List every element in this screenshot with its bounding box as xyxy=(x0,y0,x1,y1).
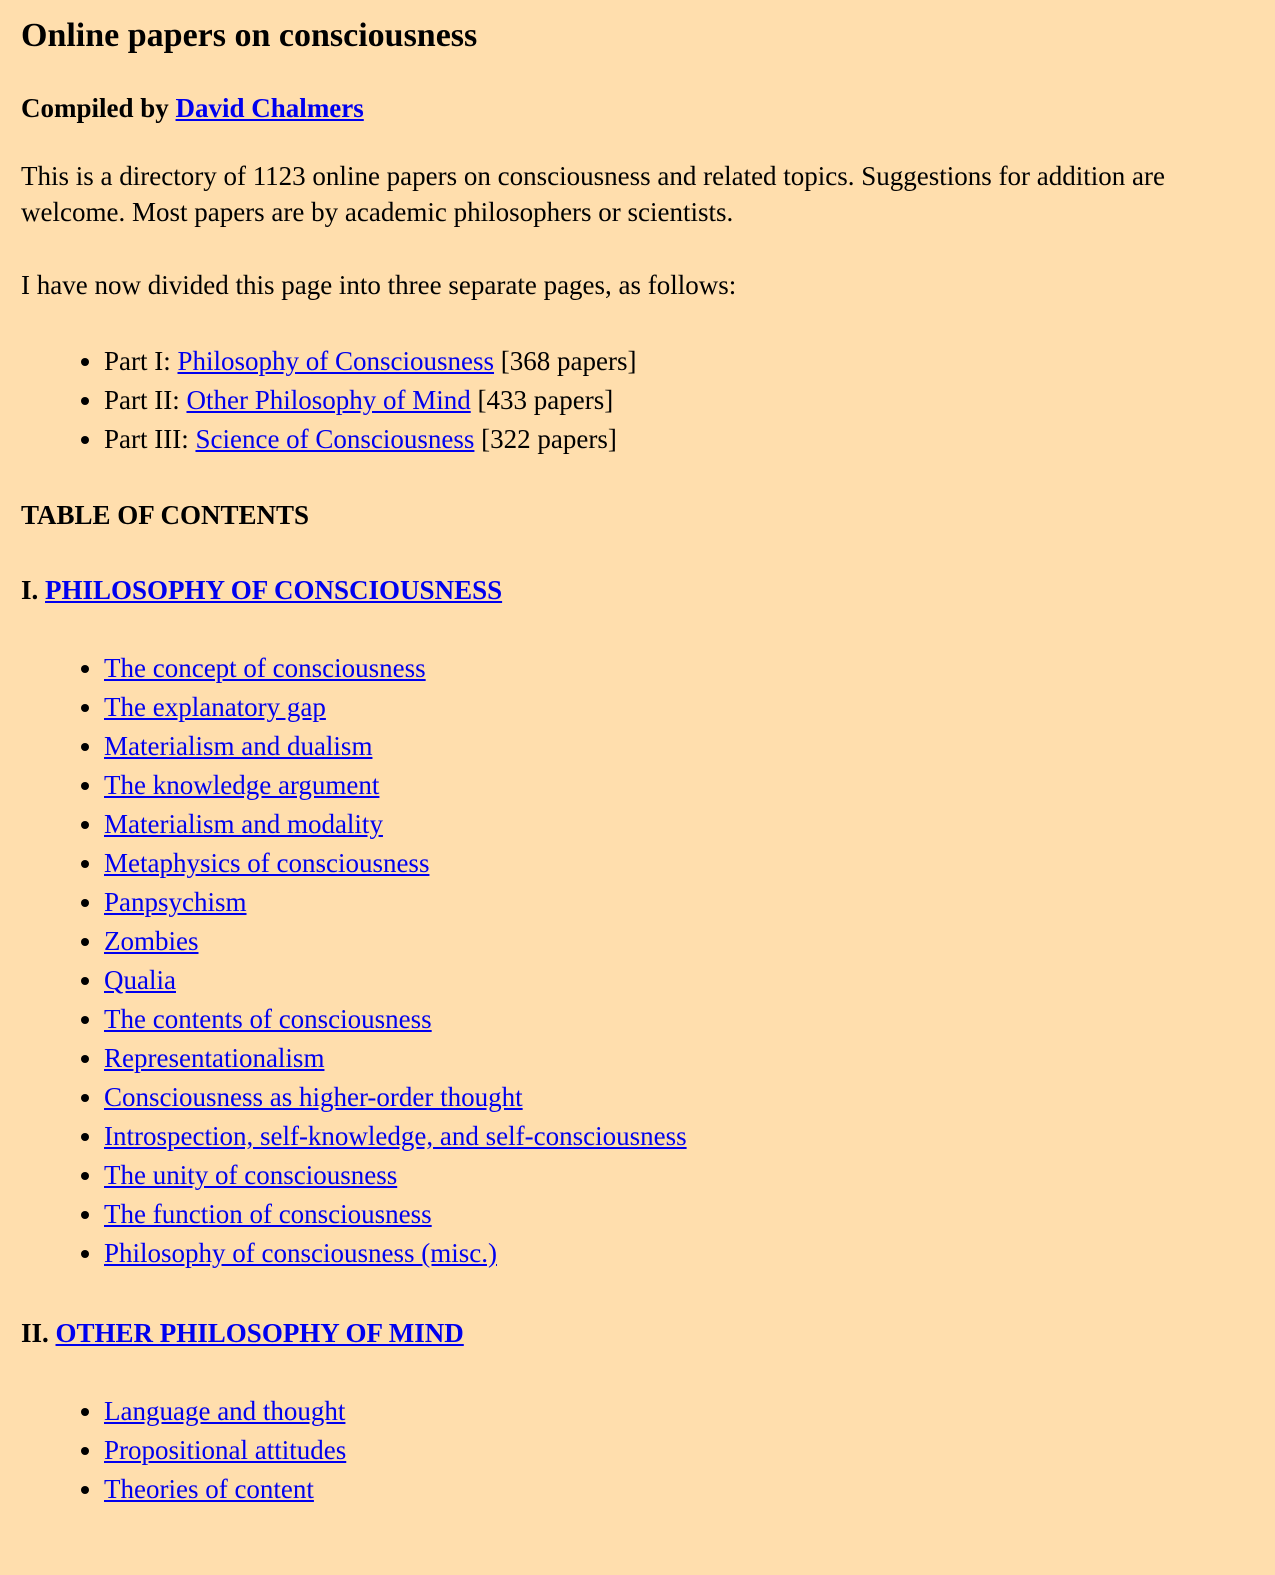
list-item xyxy=(104,1234,1254,1273)
list-item xyxy=(104,1392,1254,1431)
part-link-science-of-consciousness[interactable]: Science of Consciousness xyxy=(195,424,475,454)
list-item xyxy=(104,1470,1254,1509)
list-item xyxy=(104,766,1254,805)
list-item xyxy=(104,1156,1254,1195)
section-link-other-philosophy-of-mind[interactable]: OTHER PHILOSOPHY OF MIND xyxy=(55,1318,464,1348)
part-count: [368 papers] xyxy=(500,346,637,376)
list-item xyxy=(104,649,1254,688)
topic-link[interactable]: Panpsychism xyxy=(104,887,247,917)
part-link-philosophy-of-consciousness[interactable]: Philosophy of Consciousness xyxy=(177,346,495,376)
list-item xyxy=(104,922,1254,961)
section-numeral: I. xyxy=(21,575,39,605)
part-prefix: Part I: xyxy=(104,346,171,376)
compiled-by-label: Compiled by xyxy=(21,93,169,123)
list-item xyxy=(104,805,1254,844)
topic-link[interactable]: Metaphysics of consciousness xyxy=(104,848,430,878)
part-item-3 xyxy=(104,420,1254,459)
parts-list xyxy=(21,342,1254,459)
topic-link[interactable]: The concept of consciousness xyxy=(104,653,426,683)
intro-paragraph: This is a directory of 1123 online papers on consciousness and related topics. Suggestions for addition are welcome. Most papers are by academic philosophers or scientists. xyxy=(21,161,1165,227)
topic-link[interactable]: Zombies xyxy=(104,926,199,956)
list-item xyxy=(104,883,1254,922)
section-list-philosophy-of-consciousness xyxy=(21,649,1254,1273)
topic-link[interactable]: The explanatory gap xyxy=(104,692,326,722)
part-count: [433 papers] xyxy=(477,385,614,415)
topic-link[interactable]: The function of consciousness xyxy=(104,1199,432,1229)
list-item xyxy=(104,1000,1254,1039)
list-item xyxy=(104,1039,1254,1078)
part-item-1 xyxy=(104,342,1254,381)
compiled-by xyxy=(21,91,1254,125)
list-item xyxy=(104,1117,1254,1156)
topic-link[interactable]: Theories of content xyxy=(104,1474,314,1504)
topic-link[interactable]: Materialism and dualism xyxy=(104,731,373,761)
part-count: [322 papers] xyxy=(481,424,617,454)
list-item xyxy=(104,1078,1254,1117)
list-item xyxy=(104,1195,1254,1234)
section-list-other-philosophy-of-mind xyxy=(21,1392,1254,1509)
list-item xyxy=(104,688,1254,727)
page-title: Online papers on consciousness xyxy=(21,17,478,54)
part-prefix: Part III: xyxy=(104,424,189,454)
list-item xyxy=(104,961,1254,1000)
divided-paragraph: I have now divided this page into three separate pages, as follows: xyxy=(21,270,737,300)
topic-link[interactable]: The contents of consciousness xyxy=(104,1004,432,1034)
topic-link[interactable]: Consciousness as higher-order thought xyxy=(104,1082,523,1112)
topic-link[interactable]: Representationalism xyxy=(104,1043,325,1073)
list-item xyxy=(104,727,1254,766)
topic-link[interactable]: Language and thought xyxy=(104,1396,346,1426)
part-link-other-philosophy-of-mind[interactable]: Other Philosophy of Mind xyxy=(186,385,471,415)
section-heading-philosophy-of-consciousness xyxy=(21,573,1254,607)
list-item xyxy=(104,1431,1254,1470)
list-item xyxy=(104,844,1254,883)
topic-link[interactable]: Materialism and modality xyxy=(104,809,383,839)
part-prefix: Part II: xyxy=(104,385,180,415)
part-item-2 xyxy=(104,381,1254,420)
section-numeral: II. xyxy=(21,1318,49,1348)
topic-link[interactable]: Introspection, self-knowledge, and self-consciousness xyxy=(104,1121,687,1151)
toc-heading: TABLE OF CONTENTS xyxy=(21,500,310,530)
topic-link[interactable]: Qualia xyxy=(104,965,176,995)
topic-link[interactable]: Propositional attitudes xyxy=(104,1435,347,1465)
section-heading-other-philosophy-of-mind xyxy=(21,1316,1254,1350)
topic-link[interactable]: The knowledge argument xyxy=(104,770,380,800)
topic-link[interactable]: Philosophy of consciousness (misc.) xyxy=(104,1238,497,1268)
author-link[interactable]: David Chalmers xyxy=(175,93,364,123)
section-link-philosophy-of-consciousness[interactable]: PHILOSOPHY OF CONSCIOUSNESS xyxy=(45,575,503,605)
topic-link[interactable]: The unity of consciousness xyxy=(104,1160,398,1190)
